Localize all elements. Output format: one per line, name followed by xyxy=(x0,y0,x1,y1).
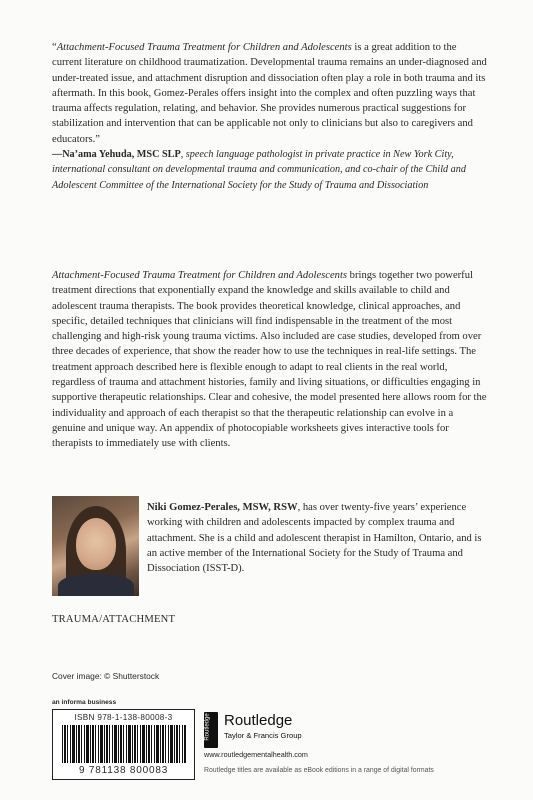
barcode-bars xyxy=(62,725,186,763)
subject-category: TRAUMA/ATTACHMENT xyxy=(52,614,176,625)
endorsement-quote xyxy=(52,40,487,147)
endorser-name: —Na’ama Yehuda, MSC SLP xyxy=(52,149,181,161)
routledge-logo-text: Routledge xyxy=(204,713,211,741)
isbn-label: ISBN 978-1-138-80008-3 xyxy=(74,713,173,722)
author-face xyxy=(76,518,116,570)
author-shirt xyxy=(58,574,134,596)
description-text: brings together two powerful treatment directions that exponentially expand the knowledge and skills available to child and adolescent trauma therapists. The book provides theoretical knowledge, clinical approaches, and specific, detailed techniques that clinicians will find indispensable in the treatment of the most challenging and high-risk young trauma victims. Also included are case studies, developed from over three decades of experience, that show the reader how to use the techniques in real-life settings. The treatment approach described here is flexible enough to adapt to real clients in the real world, regardless of trauma and attachment histories, family and living situations, or difficulties engaging in supportive therapeutic relationships. Clear and cohesive, the model presented here allows room for the individuality and approach of each therapist so that the therapeutic relationship can evolve in a genuine and unique way. An appendix of photocopiable worksheets gives interactive tools for therapists to immediately use with clients. xyxy=(52,270,487,450)
publisher-url: www.routledgementalhealth.com xyxy=(204,750,308,759)
publisher-block xyxy=(204,712,404,762)
ebook-availability-note: Routledge titles are available as eBook editions in a range of digital formats xyxy=(204,767,434,774)
isbn-barcode xyxy=(52,709,195,780)
informa-business-label: an informa business xyxy=(52,699,117,706)
endorsement-text: is a great addition to the current literature on childhood traumatization. Developmental trauma remains an under-diagnosed and under-treated issue, and attachment disruption and dissociation often play a role in both trauma and its aftermath. In this book, Gomez-Perales offers insight into the complex and often puzzling ways that trauma affects regulation, relating, and behavior. She provides numerous practical suggestions for stabilization and intervention that can be applicable not only to clinicians but also to caregivers and educators.” xyxy=(52,42,487,145)
barcode-number: 9 781138 800083 xyxy=(78,765,169,776)
book-description xyxy=(52,268,487,452)
cover-image-credit: Cover image: © Shutterstock xyxy=(52,671,160,681)
routledge-logo-icon xyxy=(204,712,218,748)
quote-open-mark: “ xyxy=(52,42,57,53)
endorser-role: , speech language pathologist in private practice in New York City, international consultant on developmental trauma and communication, and co-chair of the Child and Adolescent Committee of the International Society for the Study of Trauma and Dissociation xyxy=(52,149,466,191)
endorsement-attribution xyxy=(52,147,487,193)
publisher-name: Routledge xyxy=(224,712,293,729)
author-photo xyxy=(52,496,139,596)
author-bio xyxy=(147,500,487,576)
author-section xyxy=(52,496,487,596)
description-book-title: Attachment-Focused Trauma Treatment for Children and Adolescents xyxy=(52,270,348,281)
back-cover xyxy=(52,40,487,776)
author-bio-text: , has over twenty-five years’ experience working with children and adolescents impacted by complex trauma and attachment. She is a child and adolescent therapist in Hamilton, Ontario, and is an active member of the International Society for the Study of Trauma and Dissociation (ISST-D). xyxy=(147,502,482,575)
publisher-group: Taylor & Francis Group xyxy=(224,731,302,740)
endorsement-book-title: Attachment-Focused Trauma Treatment for Children and Adolescents xyxy=(56,42,352,53)
author-name: Niki Gomez-Perales, MSW, RSW xyxy=(147,502,298,513)
